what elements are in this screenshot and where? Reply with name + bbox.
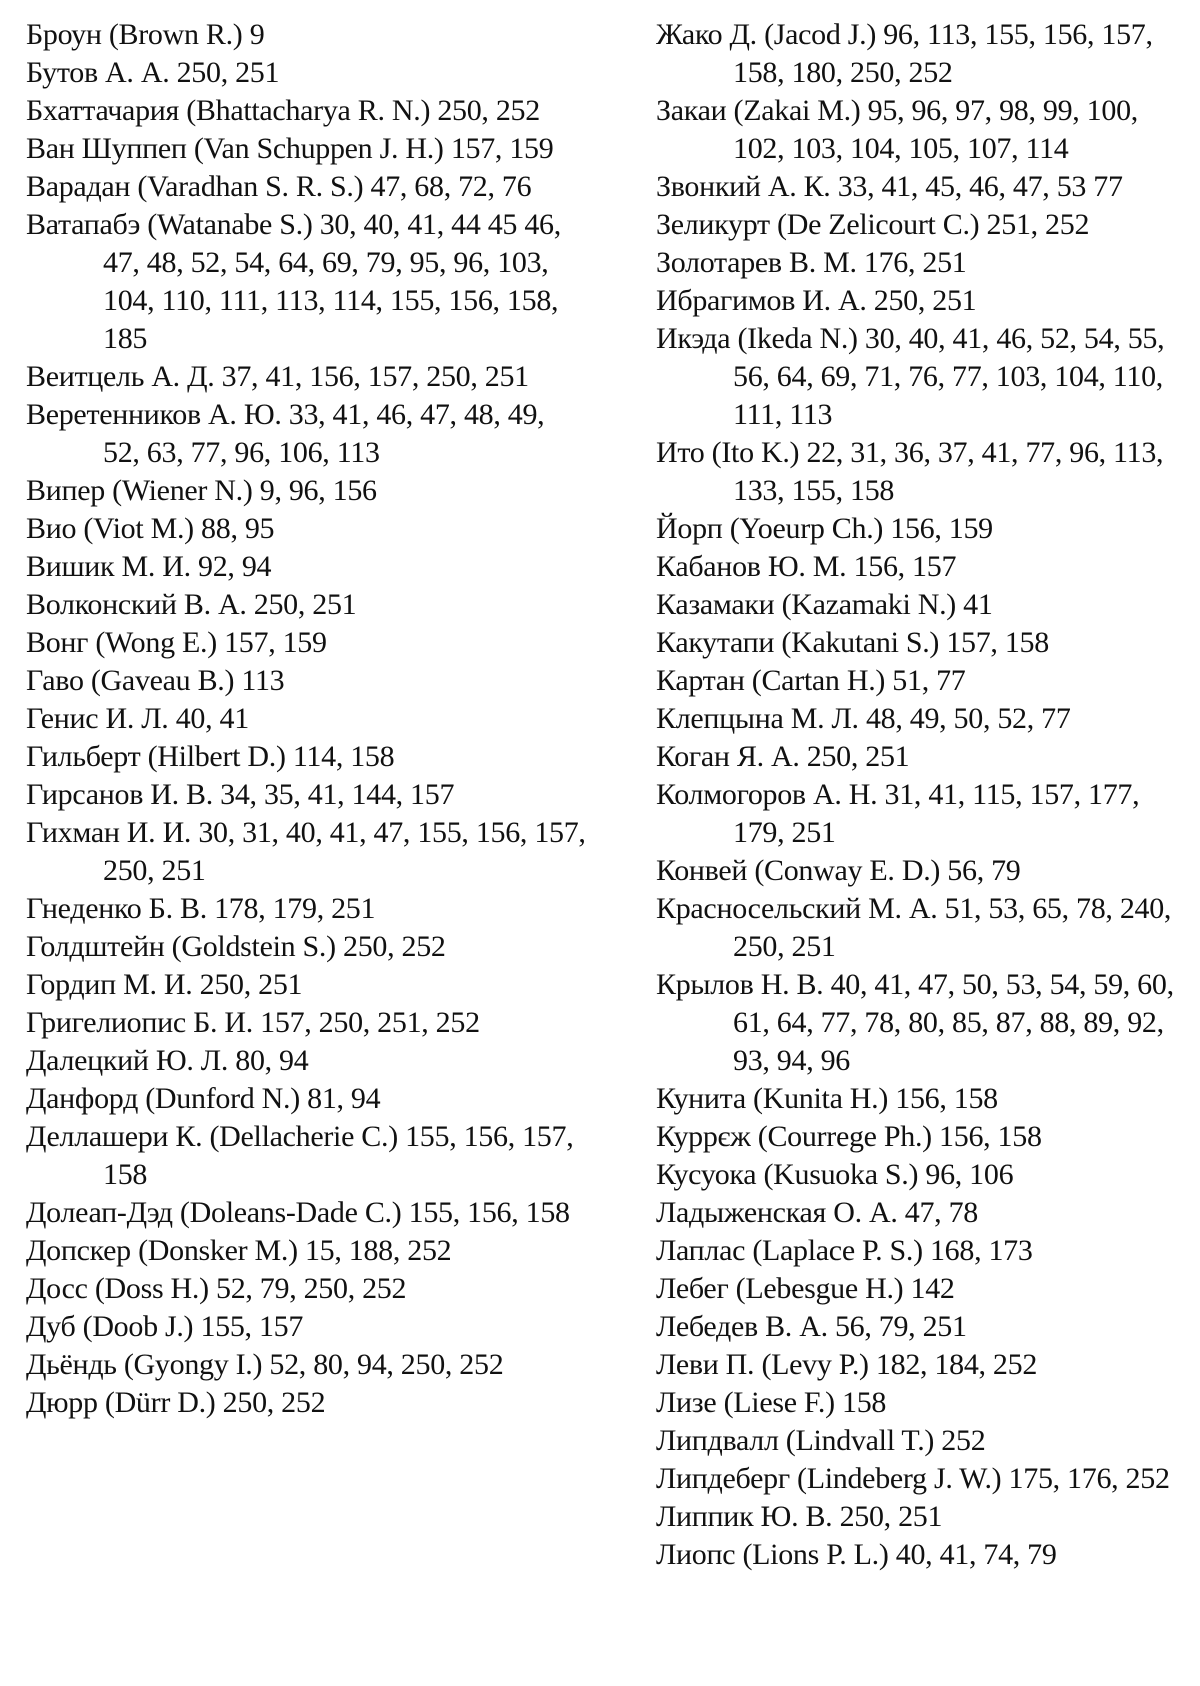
index-entry: Дюрр (Dürr D.) 250, 252	[26, 1386, 326, 1419]
index-entry: Липпик Ю. В. 250, 251	[656, 1500, 943, 1533]
index-entry: Ибрагимов И. А. 250, 251	[656, 284, 977, 317]
index-entry: Вио (Viot M.) 88, 95	[26, 512, 275, 545]
index-entry: Лебедев В. А. 56, 79, 251	[656, 1310, 967, 1343]
index-entry: Веретенников А. Ю. 33, 41, 46, 47, 48, 49, 52, 63, 77, 96, 106, 113	[26, 398, 545, 469]
index-entry: Картан (Cartan H.) 51, 77	[656, 664, 966, 697]
index-entry: Досс (Doss H.) 52, 79, 250, 252	[26, 1272, 407, 1305]
index-entry: Липдеберг (Lindeberg J. W.) 175, 176, 252	[656, 1462, 1170, 1495]
index-entry: Випер (Wiener N.) 9, 96, 156	[26, 474, 377, 507]
index-entry: Варадан (Varadhan S. R. S.) 47, 68, 72, 76	[26, 170, 532, 203]
index-entry: Конвей (Conway E. D.) 56, 79	[656, 854, 1021, 887]
index-entry: Лебег (Lebesgue H.) 142	[656, 1272, 955, 1305]
index-entry: Далецкий Ю. Л. 80, 94	[26, 1044, 309, 1077]
index-entry: Броун (Brown R.) 9	[26, 18, 265, 51]
index-entry: Икэда (Ikeda N.) 30, 40, 41, 46, 52, 54, 55, 56, 64, 69, 71, 76, 77, 103, 104, 110, 111, 113	[656, 322, 1165, 431]
index-entry: Коган Я. А. 250, 251	[656, 740, 910, 773]
index-entry: Гаво (Gaveau B.) 113	[26, 664, 285, 697]
index-entry: Бутов А. А. 250, 251	[26, 56, 280, 89]
index-entry: Бхаттачария (Bhattacharya R. N.) 250, 252	[26, 94, 540, 127]
index-entry: Клепцына М. Л. 48, 49, 50, 52, 77	[656, 702, 1071, 735]
index-entry: Липдвалл (Lindvall T.) 252	[656, 1424, 986, 1457]
index-entry: Кунита (Kunita H.) 156, 158	[656, 1082, 998, 1115]
index-entry: Гирсанов И. В. 34, 35, 41, 144, 157	[26, 778, 455, 811]
index-entry: Лизе (Liese F.) 158	[656, 1386, 887, 1419]
index-entry: Данфорд (Dunford N.) 81, 94	[26, 1082, 381, 1115]
index-entry: Вонг (Wong E.) 157, 159	[26, 626, 327, 659]
index-entry: Красносельский М. А. 51, 53, 65, 78, 240, 250, 251	[656, 892, 1172, 963]
index-entry: Ватапабэ (Watanabe S.) 30, 40, 41, 44 45 46, 47, 48, 52, 54, 64, 69, 79, 95, 96, 103, 104, 110, 111, 113, 114, 155, 156, 158, 185	[26, 208, 561, 355]
index-column-left	[26, 16, 586, 1422]
index-entry: Лаплас (Laplace P. S.) 168, 173	[656, 1234, 1033, 1267]
index-entry: Волконский В. А. 250, 251	[26, 588, 357, 621]
index-entry: Генис И. Л. 40, 41	[26, 702, 249, 735]
index-entry: Допскер (Donsker M.) 15, 188, 252	[26, 1234, 452, 1267]
index-entry: Дуб (Doob J.) 155, 157	[26, 1310, 304, 1343]
index-entry: Веитцель А. Д. 37, 41, 156, 157, 250, 251	[26, 360, 529, 393]
index-entry: Вишик М. И. 92, 94	[26, 550, 272, 583]
index-entry: Голдштейн (Goldstein S.) 250, 252	[26, 930, 446, 963]
index-entry: Гильберт (Hilbert D.) 114, 158	[26, 740, 395, 773]
index-entry: Гордип М. И. 250, 251	[26, 968, 303, 1001]
index-entry: Леви П. (Levy P.) 182, 184, 252	[656, 1348, 1038, 1381]
index-entry: Дьёндь (Gyongy I.) 52, 80, 94, 250, 252	[26, 1348, 504, 1381]
index-entry: Закаи (Zakai M.) 95, 96, 97, 98, 99, 100, 102, 103, 104, 105, 107, 114	[656, 94, 1138, 165]
index-entry: Ладыженская О. А. 47, 78	[656, 1196, 978, 1229]
index-entry: Кабанов Ю. М. 156, 157	[656, 550, 957, 583]
index-entry: Звонкий А. К. 33, 41, 45, 46, 47, 53 77	[656, 170, 1123, 203]
index-entry: Ван Шуппеп (Van Schuppen J. H.) 157, 159	[26, 132, 554, 165]
index-entry: Деллашери К. (Dellacherie C.) 155, 156, 157, 158	[26, 1120, 574, 1191]
index-entry: Долеап-Дэд (Doleans-Dade C.) 155, 156, 158	[26, 1196, 570, 1229]
index-entry: Какутапи (Kakutani S.) 157, 158	[656, 626, 1049, 659]
index-entry: Кусуока (Kusuoka S.) 96, 106	[656, 1158, 1014, 1191]
index-entry: Золотарев В. М. 176, 251	[656, 246, 967, 279]
index-entry: Жако Д. (Jacod J.) 96, 113, 155, 156, 157, 158, 180, 250, 252	[656, 18, 1153, 89]
index-entry: Зеликурт (De Zelicourt C.) 251, 252	[656, 208, 1090, 241]
index-column-right	[656, 16, 1186, 1574]
index-entry: Григелиопис Б. И. 157, 250, 251, 252	[26, 1006, 480, 1039]
index-entry: Колмогоров А. Н. 31, 41, 115, 157, 177, 179, 251	[656, 778, 1140, 849]
index-entry: Лиопс (Lions P. L.) 40, 41, 74, 79	[656, 1538, 1057, 1571]
index-entry: Ито (Ito K.) 22, 31, 36, 37, 41, 77, 96, 113, 133, 155, 158	[656, 436, 1164, 507]
index-entry: Крылов Н. В. 40, 41, 47, 50, 53, 54, 59, 60, 61, 64, 77, 78, 80, 85, 87, 88, 89, 92, 93, 94, 96	[656, 968, 1174, 1077]
index-entry: Гихман И. И. 30, 31, 40, 41, 47, 155, 156, 157, 250, 251	[26, 816, 586, 887]
index-entry: Йорп (Yoeurp Ch.) 156, 159	[656, 512, 993, 545]
index-entry: Казамаки (Kazamaki N.) 41	[656, 588, 993, 621]
index-entry: Гнеденко Б. В. 178, 179, 251	[26, 892, 376, 925]
index-entry: Куррєж (Courrege Ph.) 156, 158	[656, 1120, 1042, 1153]
